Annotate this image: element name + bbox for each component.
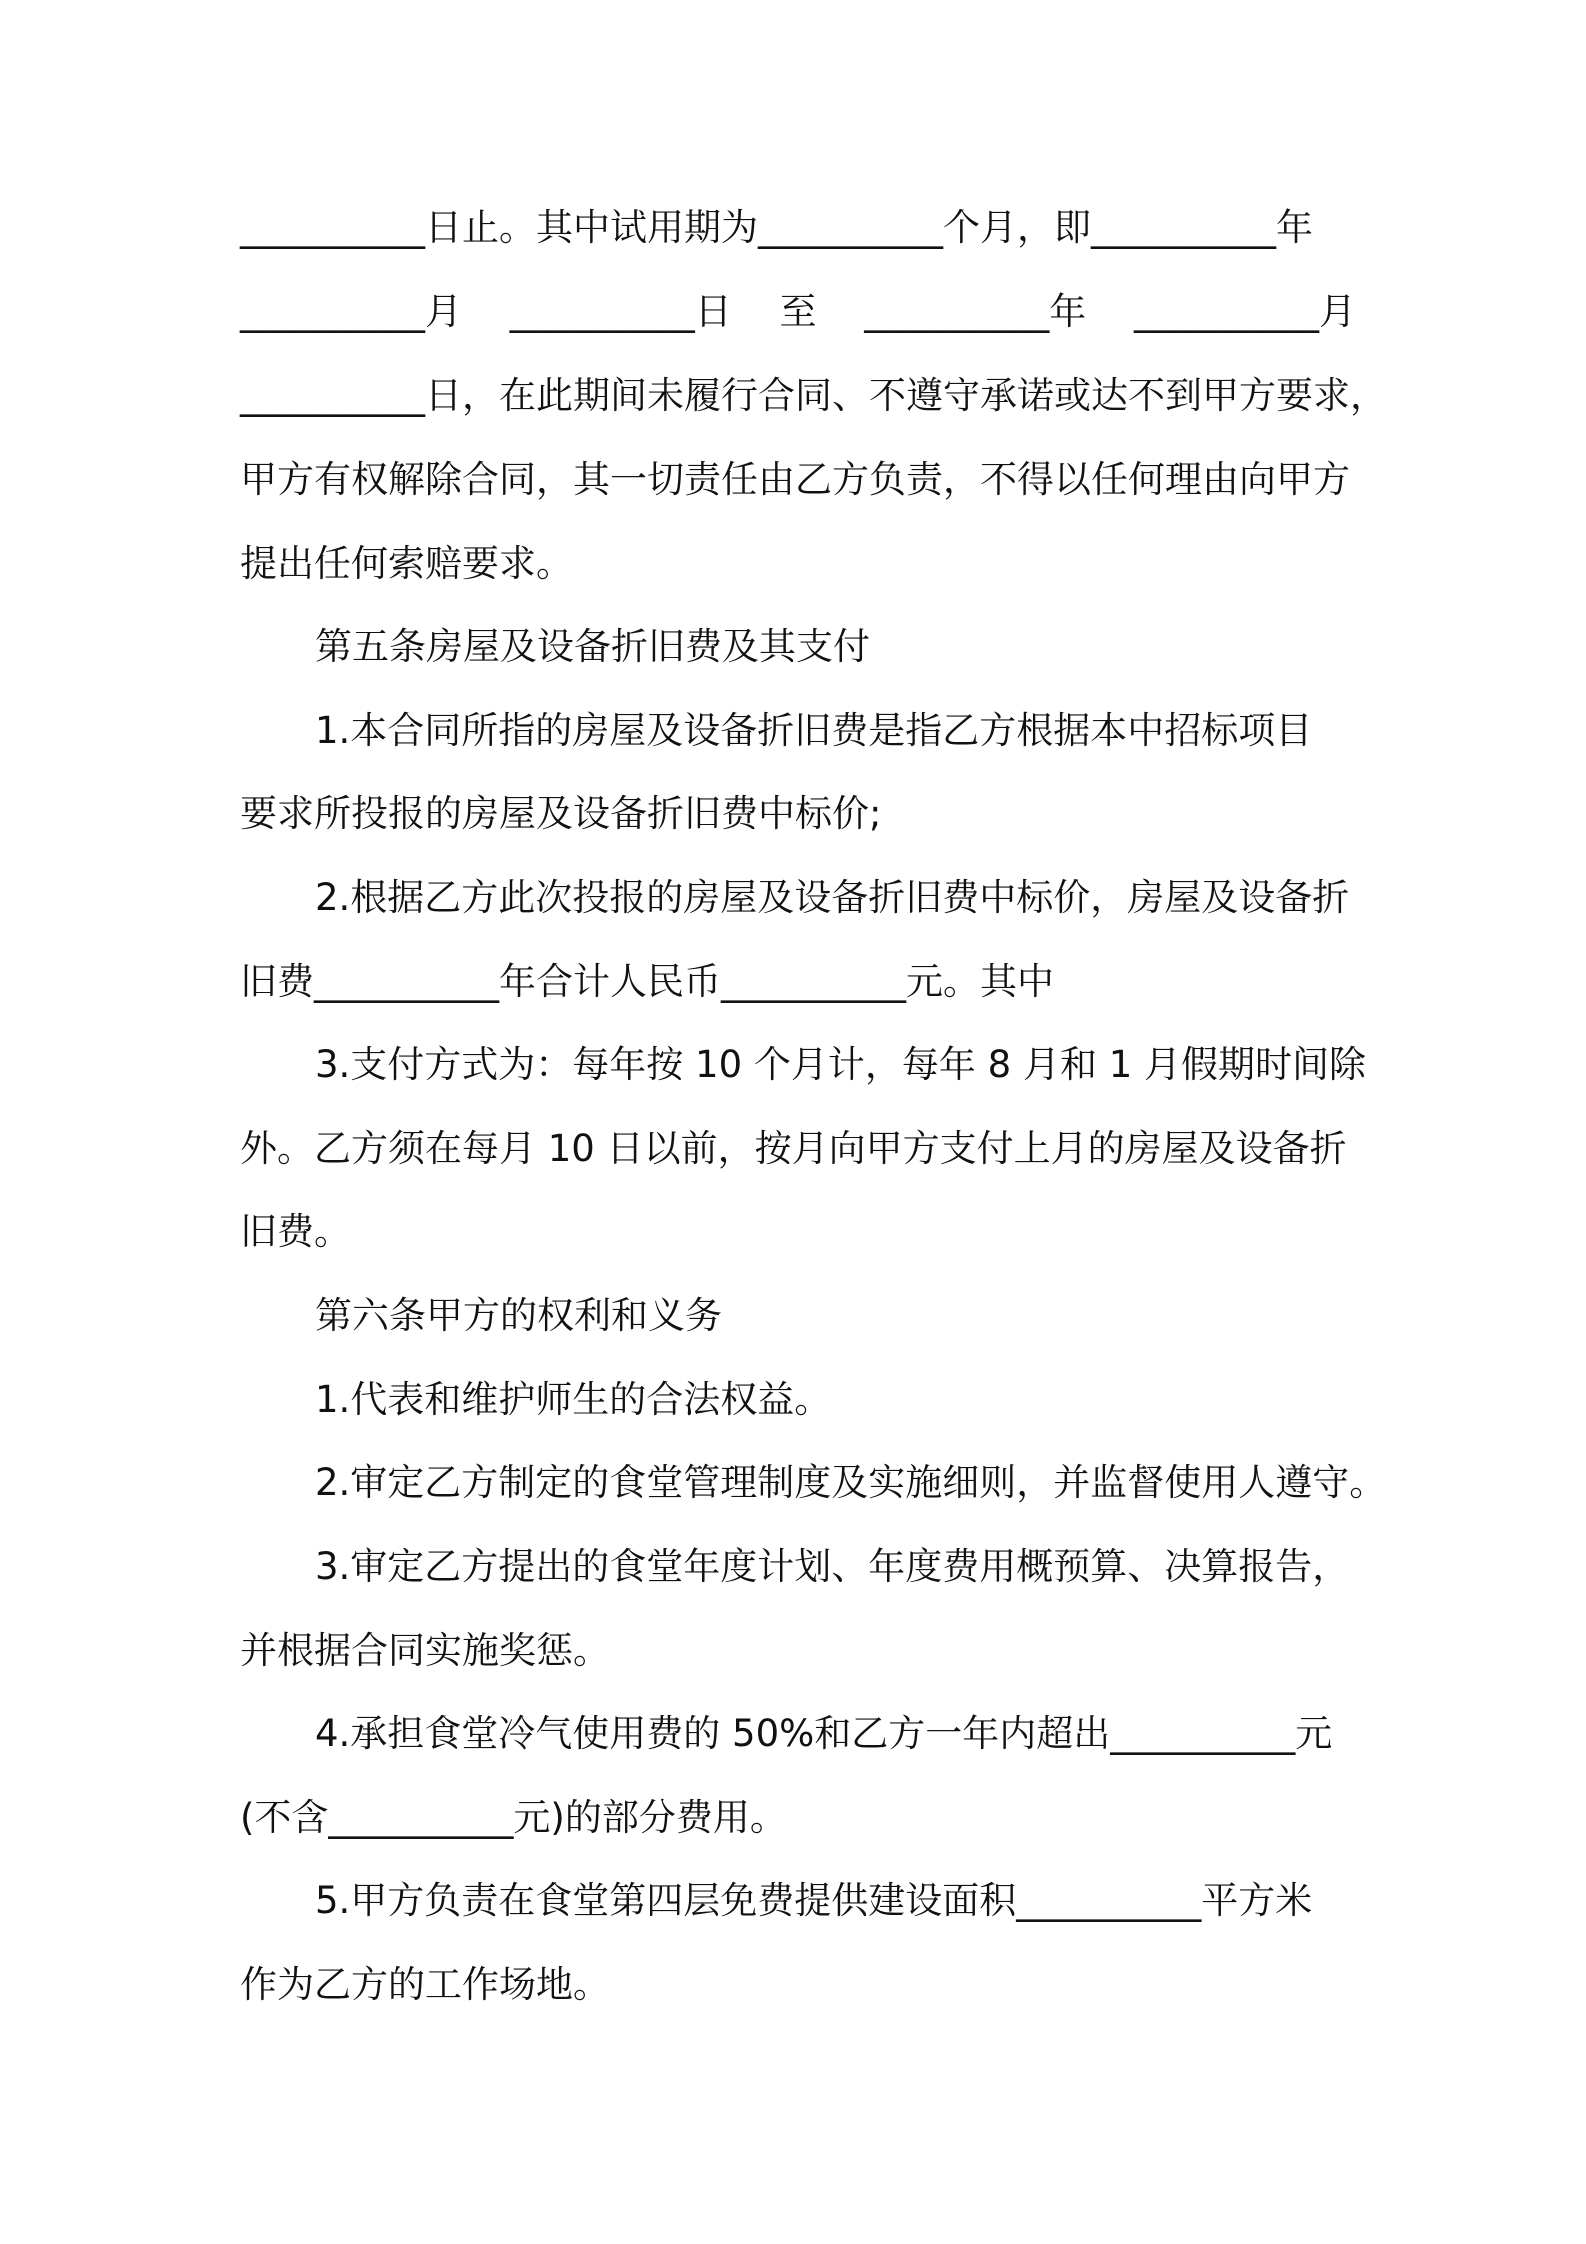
text-line: 外。乙方须在每月 10 日以前，按月向甲方支付上月的房屋及设备折 [240, 1127, 1347, 1170]
text-line: 并根据合同实施奖惩。 [240, 1629, 610, 1672]
text-line: 5.甲方负责在食堂第四层免费提供建设面积__________平方米 [315, 1879, 1313, 1922]
text-line: 3.审定乙方提出的食堂年度计划、年度费用概预算、决算报告， [315, 1545, 1350, 1588]
date-field-month: __________月 [240, 290, 462, 333]
text-line-date-range [240, 282, 1356, 342]
text-line: __________日止。其中试用期为__________个月，即__________年 [240, 206, 1313, 249]
text-line: (不含__________元)的部分费用。 [240, 1796, 787, 1839]
text-line: 旧费__________年合计人民币__________元。其中 [240, 960, 1054, 1003]
text-line: 2.审定乙方制定的食堂管理制度及实施细则，并监督使用人遵守。 [315, 1461, 1387, 1504]
date-separator: 至 [779, 290, 817, 333]
text-line: 3.支付方式为：每年按 10 个月计，每年 8 月和 1 月假期时间除 [315, 1043, 1367, 1086]
text-line: 要求所投报的房屋及设备折旧费中标价; [240, 792, 882, 835]
text-line: 4.承担食堂冷气使用费的 50%和乙方一年内超出__________元 [315, 1712, 1333, 1755]
text-line: 2.根据乙方此次投报的房屋及设备折旧费中标价，房屋及设备折 [315, 876, 1350, 919]
section-heading: 第六条甲方的权利和义务 [315, 1294, 722, 1337]
text-line: 提出任何索赔要求。 [240, 542, 573, 585]
text-line: 作为乙方的工作场地。 [240, 1963, 610, 2006]
text-line: __________日，在此期间未履行合同、不遵守承诺或达不到甲方要求， [240, 374, 1387, 417]
text-line: 甲方有权解除合同，其一切责任由乙方负责，不得以任何理由向甲方 [240, 458, 1350, 501]
date-field-day: __________日 [509, 290, 732, 333]
section-heading: 第五条房屋及设备折旧费及其支付 [315, 625, 870, 668]
text-line: 1.本合同所指的房屋及设备折旧费是指乙方根据本中招标项目 [315, 709, 1313, 752]
text-line: 1.代表和维护师生的合法权益。 [315, 1378, 832, 1421]
date-field-year: __________年 [864, 290, 1087, 333]
date-field-month-end: __________月 [1134, 290, 1356, 333]
text-line: 旧费。 [240, 1210, 351, 1253]
